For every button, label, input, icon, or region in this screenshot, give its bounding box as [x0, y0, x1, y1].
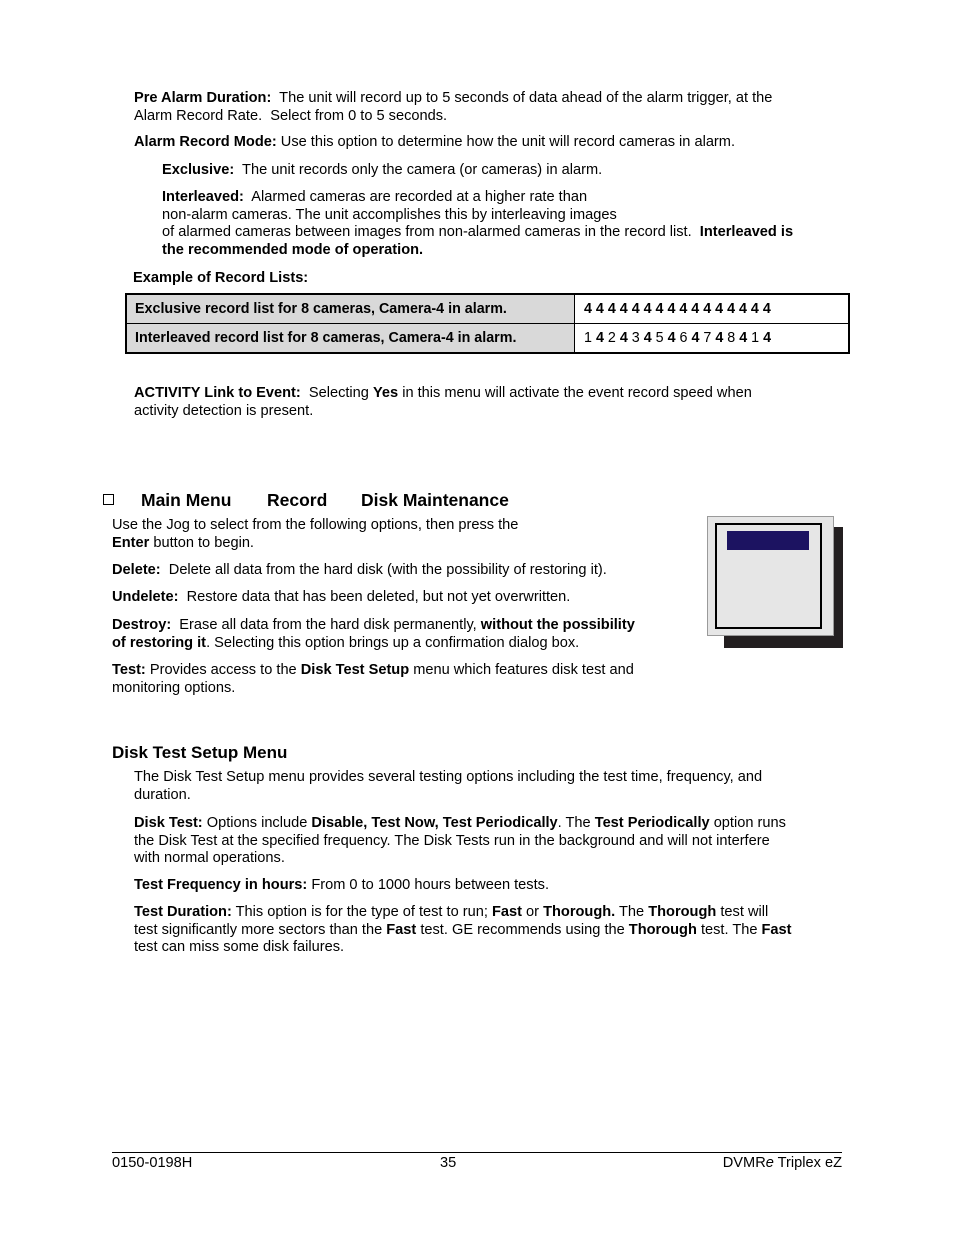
disk-test-options: Disable, Test Now, Test Periodically — [311, 815, 558, 831]
delete-label: Delete: — [112, 562, 161, 578]
record-token: 3 — [631, 330, 640, 346]
disk-test-setup-heading: Disk Test Setup Menu — [112, 743, 288, 762]
record-list-table — [125, 293, 850, 354]
activity-label: ACTIVITY Link to Event: — [134, 385, 301, 401]
test-duration-fast: Fast — [491, 904, 522, 920]
test-duration-thorough-3: Thorough — [628, 921, 697, 938]
footer-rule — [112, 1152, 842, 1153]
section-heading-record: Record — [267, 490, 328, 510]
table-cell-label: Exclusive record list for 8 cameras, Camera-4 in alarm. — [127, 295, 575, 323]
test-paragraph — [112, 662, 634, 697]
test-duration-text: This option is for the type of test to run; — [231, 904, 492, 920]
example-heading: Example of Record Lists: — [133, 270, 309, 286]
interleaved-bold-2: the recommended mode of operation. — [162, 241, 424, 258]
alarm-mode-paragraph — [134, 134, 735, 152]
destroy-text: Erase all data from the hard disk permanently, — [171, 617, 481, 633]
table-row — [127, 324, 848, 352]
test-duration-label: Test Duration: — [134, 904, 232, 920]
destroy-text-2: . Selecting this option brings up a confirmation dialog box. — [206, 634, 580, 651]
record-token: 4 — [739, 330, 748, 346]
test-frequency-text: From 0 to 1000 hours between tests. — [307, 877, 550, 893]
intro-enter: Enter — [112, 534, 150, 551]
record-token: 2 — [607, 330, 616, 346]
record-token: 7 — [703, 330, 712, 346]
disk-test-setup-paragraph — [134, 769, 762, 804]
destroy-bold-2: of restoring it — [112, 634, 207, 651]
disk-test-label: Disk Test: — [134, 815, 203, 831]
test-frequency-paragraph — [134, 877, 549, 895]
alarm-mode-label: Alarm Record Mode: — [134, 134, 277, 150]
test-text-post: menu which features disk test and — [409, 662, 634, 678]
record-token: 4 — [715, 330, 724, 346]
activity-text-2: activity detection is present. — [134, 402, 314, 419]
disk-test-text-post: option runs — [709, 815, 786, 831]
disk-test-text-mid: . The — [557, 815, 595, 831]
pre-alarm-text: The unit will record up to 5 seconds of data ahead of the alarm trigger, at the — [271, 90, 773, 106]
table-cell-value: 4 4 4 4 4 4 4 4 4 4 4 4 4 4 4 4 — [584, 301, 771, 317]
destroy-label: Destroy: — [112, 617, 172, 633]
exclusive-text: The unit records only the camera (or cameras) in alarm. — [234, 162, 603, 178]
interleaved-text-1: Alarmed cameras are recorded at a higher rate than — [243, 189, 588, 205]
footer-product-pre: DVMR — [722, 1155, 766, 1171]
test-duration-or: or — [521, 904, 544, 920]
record-token: 4 — [667, 330, 676, 346]
record-token: 8 — [727, 330, 736, 346]
exclusive-label: Exclusive: — [162, 162, 235, 178]
test-duration-l2b: test. GE recommends using the — [416, 921, 629, 938]
table-cell-value — [576, 324, 848, 352]
footer-page-number: 35 — [440, 1155, 457, 1171]
test-duration-paragraph — [134, 904, 792, 957]
test-duration-thorough: Thorough. — [543, 904, 616, 920]
test-duration-thorough-2: Thorough — [648, 904, 717, 920]
interleaved-text-2: non-alarm cameras. The unit accomplishes this by interleaving images — [162, 206, 617, 223]
interleaved-paragraph — [162, 189, 793, 259]
section-heading-main-menu: Main Menu — [141, 490, 232, 510]
activity-paragraph — [134, 385, 752, 420]
test-duration-fast-2: Fast — [386, 921, 417, 938]
destroy-bold-1: without the possibility — [480, 617, 635, 633]
destroy-paragraph — [112, 617, 635, 652]
menu-screenshot-highlight — [727, 531, 809, 550]
test-bold: Disk Test Setup — [300, 662, 410, 678]
test-duration-the: The — [615, 904, 649, 920]
disk-test-text-3: with normal operations. — [134, 850, 285, 866]
record-token: 4 — [619, 330, 628, 346]
test-duration-fast-3: Fast — [761, 921, 792, 938]
record-token: 4 — [643, 330, 652, 346]
footer-product-post: Triplex eZ — [773, 1155, 842, 1171]
activity-yes: Yes — [372, 385, 399, 401]
disk-test-setup-text-2: duration. — [134, 786, 191, 803]
test-duration-l2c: test. The — [696, 921, 762, 938]
footer-product-italic: e — [765, 1155, 774, 1171]
activity-text-post: in this menu will activate the event record speed when — [398, 385, 752, 401]
test-text-2: monitoring options. — [112, 679, 236, 696]
delete-paragraph — [112, 562, 607, 580]
record-token: 5 — [655, 330, 664, 346]
record-token: 4 — [691, 330, 700, 346]
table-cell-label: Interleaved record list for 8 cameras, Camera-4 in alarm. — [127, 324, 575, 352]
test-frequency-label: Test Frequency in hours: — [134, 877, 308, 893]
test-duration-will: test will — [716, 904, 769, 920]
interleaved-text-3: of alarmed cameras between images from non-alarmed cameras in the record list. — [162, 224, 700, 240]
interleaved-bold-1: Interleaved is — [699, 224, 794, 240]
table-row — [127, 295, 848, 324]
intro-text-1: Use the Jog to select from the following options, then press the — [112, 517, 519, 533]
pre-alarm-label: Pre Alarm Duration: — [134, 90, 272, 106]
test-duration-l2a: test significantly more sectors than the — [134, 921, 387, 938]
record-token: 4 — [595, 330, 604, 346]
test-duration-text-3: test can miss some disk failures. — [134, 939, 345, 955]
record-token: 4 — [763, 330, 772, 346]
record-token: 1 — [751, 330, 760, 346]
undelete-text: Restore data that has been deleted, but not yet overwritten. — [178, 589, 571, 605]
alarm-mode-text: Use this option to determine how the unit will record cameras in alarm. — [276, 134, 736, 150]
checkbox-bullet-icon — [103, 494, 114, 505]
test-label: Test: — [112, 662, 146, 678]
delete-text: Delete all data from the hard disk (with the possibility of restoring it). — [160, 562, 607, 578]
record-token: 6 — [679, 330, 688, 346]
disk-test-periodically: Test Periodically — [594, 815, 710, 831]
section-heading-disk-maintenance: Disk Maintenance — [361, 490, 509, 510]
disk-test-text: Options include — [202, 815, 312, 831]
intro-text-2: button to begin. — [149, 534, 254, 551]
exclusive-paragraph — [162, 162, 602, 180]
undelete-label: Undelete: — [112, 589, 179, 605]
footer-doc-number: 0150-0198H — [112, 1155, 193, 1171]
pre-alarm-text-2: Alarm Record Rate. Select from 0 to 5 seconds. — [134, 107, 448, 124]
footer-product — [723, 1155, 842, 1173]
record-token: 1 — [584, 330, 592, 346]
interleaved-label: Interleaved: — [162, 189, 244, 205]
disk-test-text-2: the Disk Test at the specified frequency. The Disk Tests run in the background and will not interfere — [134, 832, 770, 849]
activity-text-pre: Selecting — [300, 385, 373, 401]
disk-test-setup-text-1: The Disk Test Setup menu provides several testing options including the test time, frequency, and — [134, 769, 763, 785]
intro-paragraph — [112, 517, 518, 552]
test-text-pre: Provides access to the — [145, 662, 301, 678]
pre-alarm-paragraph — [134, 90, 772, 125]
undelete-paragraph — [112, 589, 570, 607]
disk-test-paragraph — [134, 815, 786, 868]
